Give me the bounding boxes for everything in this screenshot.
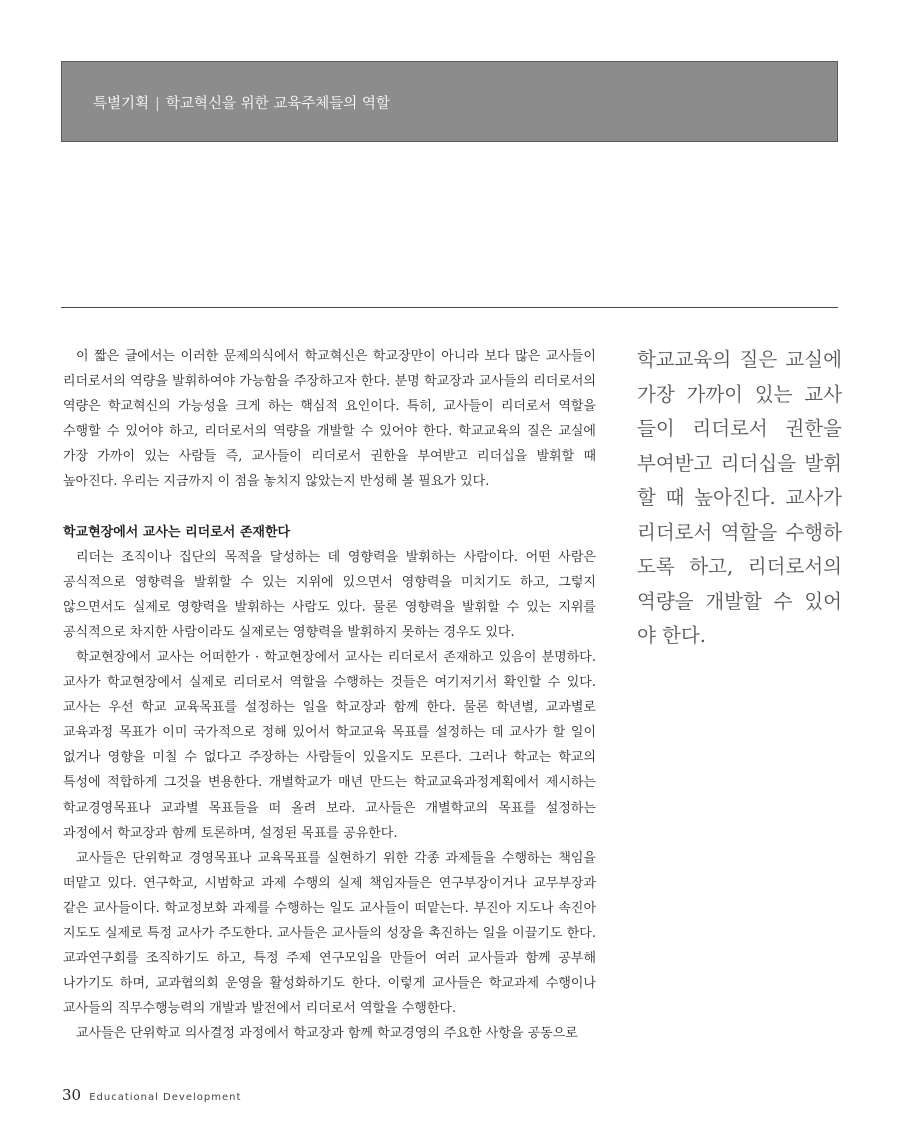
magazine-name: Educational Development — [89, 1092, 242, 1103]
page-number: 30 — [62, 1086, 82, 1104]
body-paragraph: 교사들은 단위학교 경영목표나 교육목표를 실현하기 위한 각종 과제들을 수행하는 책임을 떠맡고 있다. 연구학교, 시범학교 과제 수행의 실제 책임자들은 연구부장이거나 교무부장과 같은 교사들이다. 학교정보화 과제를 수행하는 일도 교사들이 떠맡는다. 부진아 지도나 속진아 지도도 실제로 특정 교사가 주도한다. 교사들은 교사들의 성장을 촉진하는 일을 이끌기도 한다. 교과연구회를 조직하기도 하고, 특정 주제 연구모임을 만들어 여러 교사들과 함께 공부해 나가기도 하며, 교과협의회 운영을 활성화하기도 한다. 이렇게 교사들은 학교과제 수행이나 교사들의 직무수행능력의 개발과 발전에서 리더로서 역할을 수행한다. — [63, 850, 596, 1017]
intro-paragraph: 이 짧은 글에서는 이러한 문제의식에서 학교혁신은 학교장만이 아니라 보다 많은 교사들이 리더로서의 역량을 발휘하여야 가능함을 주장하고자 한다. 분명 학교장과 교사들의 리더로서의 역량은 학교혁신의 가능성을 크게 하는 핵심적 요인이다. 특히, 교사들이 리더로서 역할을 수행할 수 있어야 하고, 리더로서의 역량을 개발할 수 있어야 한다. 학교교육의 질은 교실에 가장 가까이 있는 사람들 즉, 교사들이 리더로서 권한을 부여받고 리더십을 발휘할 때 높아진다. 우리는 지금까지 이 점을 놓치지 않았는지 반성해 볼 필요가 있다. — [63, 349, 596, 490]
header-divider — [61, 307, 838, 308]
pull-quote: 학교교육의 질은 교실에 가장 가까이 있는 교사들이 리더로서 권한을 부여받고 리더십을 발휘할 때 높아진다. 교사가 리더로서 역할을 수행하도록 하고, 리더로서의 역량을 개발할 수 있어야 한다. — [637, 348, 842, 647]
section-heading: 학교현장에서 교사는 리더로서 존재한다 — [63, 524, 291, 540]
body-paragraph: 리더는 조직이나 집단의 목적을 달성하는 데 영향력을 발휘하는 사람이다. 어떤 사람은 공식적으로 영향력을 발휘할 수 있는 지위에 있으면서 영향력을 미치기도 하고, 그렇지 않으면서도 실제로 영향력을 발휘하는 사람도 있다. 물론 영향력을 발휘할 수 있는 지위를 공식적으로 차지한 사람이라도 실제로는 영향력을 발휘하지 못하는 경우도 있다. — [63, 549, 596, 640]
title-separator: | — [155, 96, 160, 112]
page-footer — [62, 1085, 241, 1104]
section-banner — [61, 61, 838, 142]
body-paragraph: 학교현장에서 교사는 어떠한가 · 학교현장에서 교사는 리더로서 존재하고 있음이 분명하다. 교사가 학교현장에서 실제로 리더로서 역할을 수행하는 것들은 여기저기서 확인할 수 있다. 교사는 우선 학교 교육목표를 설정하는 일을 학교장과 함께 한다. 물론 학년별, 교과별로 교육과정 목표가 이미 국가적으로 정해 있어서 학교교육 목표를 설정하는 데 교사가 할 일이 없거나 영향을 미칠 수 없다고 주장하는 사람들이 있을지도 모른다. 그러나 학교는 학교의 특성에 적합하게 그것을 변용한다. 개별학교가 매년 만드는 학교교육과정계획에서 제시하는 학교경영목표나 교과별 목표들을 떠 올려 보라. 교사들은 개별학교의 목표를 설정하는 과정에서 학교장과 함께 토론하며, 설정된 목표를 공유한다. — [63, 649, 597, 841]
body-paragraph: 교사들은 단위학교 의사결정 과정에서 학교장과 함께 학교경영의 주요한 사항을 공동으로 — [76, 1026, 578, 1042]
article-series-title: 학교혁신을 위한 교육주체들의 역할 — [165, 96, 390, 112]
banner-title — [93, 92, 390, 113]
section-label: 특별기획 — [93, 96, 150, 112]
article-body — [63, 344, 596, 1046]
